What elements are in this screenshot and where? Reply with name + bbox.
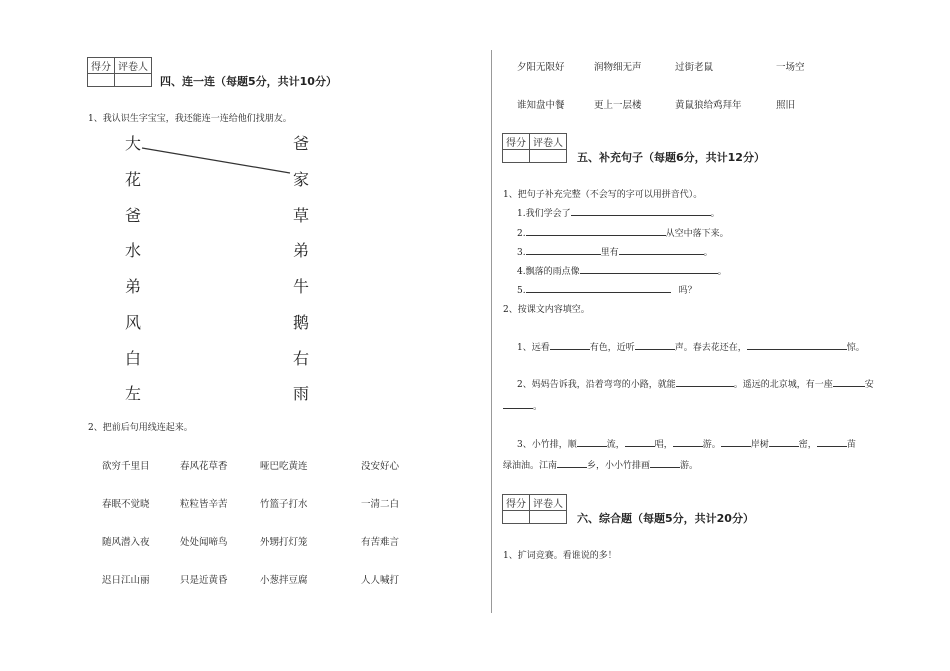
sentence-5 (517, 283, 697, 296)
passage-2-cont (503, 399, 542, 412)
passage-text: 。遥远的北京城，有一座 (733, 380, 833, 390)
passage-text: 唱， (654, 440, 673, 450)
right-char[interactable]: 雨 (293, 384, 310, 403)
right-column (475, 0, 950, 671)
phrase-cell[interactable]: 迟日江山丽 (102, 575, 150, 586)
fill-blank[interactable] (817, 437, 847, 447)
fill-blank[interactable] (557, 458, 587, 468)
phrase-cell[interactable]: 粒粒皆辛苦 (180, 499, 228, 510)
phrase-cell[interactable]: 春风花草香 (180, 461, 228, 472)
left-char[interactable]: 弟 (125, 277, 142, 296)
passage-text: 密， (798, 440, 817, 450)
sentence-text: 里有 (600, 248, 619, 258)
phrase-cell[interactable]: 随风潜入夜 (102, 537, 150, 548)
score-label: 得分 (88, 58, 115, 74)
right-char[interactable]: 牛 (293, 277, 310, 296)
question1-text: 1、我认识生字宝宝，我还能连一连给他们找朋友。 (88, 114, 292, 124)
passage-text: 游。 (702, 440, 721, 450)
passage-1 (517, 340, 865, 353)
fill-blank[interactable] (577, 437, 607, 447)
passage-text: 岸树 (750, 440, 769, 450)
fill-blank[interactable] (650, 458, 680, 468)
fill-blank[interactable] (526, 245, 601, 255)
phrase-cell[interactable]: 过街老鼠 (675, 62, 714, 73)
grader-label: 评卷人 (115, 58, 152, 74)
passage-text: 有色，近听 (589, 343, 635, 353)
phrase-cell[interactable]: 照旧 (776, 100, 796, 111)
phrase-cell[interactable]: 黄鼠狼给鸡拜年 (675, 100, 742, 111)
grader-cell[interactable] (530, 511, 567, 524)
left-char[interactable]: 大 (125, 134, 142, 153)
sentence-text: 吗？ (678, 286, 697, 296)
score-box (502, 494, 567, 524)
fill-blank[interactable] (721, 437, 751, 447)
fill-blank[interactable] (769, 437, 799, 447)
passage-text: 游。 (680, 461, 699, 471)
sentence-text: 。 (703, 248, 713, 258)
fill-blank[interactable] (619, 245, 704, 255)
phrase-cell[interactable]: 有苦难言 (361, 537, 400, 548)
phrase-cell[interactable]: 谁知盘中餐 (517, 100, 565, 111)
section4-title: 四、连一连（每题5分，共计10分） (160, 75, 337, 88)
passage-text: 惊。 (846, 343, 865, 353)
score-cell[interactable] (503, 150, 530, 163)
score-label: 得分 (503, 495, 530, 511)
fill-blank[interactable] (526, 226, 666, 236)
fill-blank[interactable] (833, 377, 865, 387)
question2-text: 2、把前后句用线连起来。 (88, 423, 193, 433)
phrase-cell[interactable]: 哑巴吃黄连 (260, 461, 308, 472)
fill-blank[interactable] (550, 340, 590, 350)
section6-title: 六、综合题（每题5分，共计20分） (577, 512, 754, 525)
right-char[interactable]: 爸 (293, 134, 310, 153)
phrase-cell[interactable]: 润物细无声 (594, 62, 642, 73)
passage-text: 安 (864, 380, 874, 390)
left-char[interactable]: 爸 (125, 206, 142, 225)
passage-text: 2、妈妈告诉我，沿着弯弯的小路，就能 (517, 380, 676, 390)
left-char[interactable]: 左 (125, 384, 142, 403)
s5-question2-text: 2、按课文内容填空。 (503, 305, 590, 315)
fill-blank[interactable] (571, 206, 711, 216)
fill-blank[interactable] (526, 283, 671, 293)
passage-3 (517, 437, 856, 450)
score-cell[interactable] (503, 511, 530, 524)
phrase-cell[interactable]: 一场空 (776, 62, 805, 73)
passage-text: 。 (533, 402, 543, 412)
sentence-3 (517, 245, 713, 258)
phrase-cell[interactable]: 夕阳无限好 (517, 62, 565, 73)
grader-cell[interactable] (530, 150, 567, 163)
fill-blank[interactable] (676, 377, 734, 387)
phrase-cell[interactable]: 只是近黄昏 (180, 575, 228, 586)
fill-blank[interactable] (673, 437, 703, 447)
sentence-text: 3. (517, 248, 526, 258)
left-char[interactable]: 风 (125, 313, 142, 332)
fill-blank[interactable] (580, 264, 718, 274)
fill-blank[interactable] (635, 340, 675, 350)
sentence-text: 1.我们学会了 (517, 209, 571, 219)
sentence-text: 4.飘落的雨点像 (517, 267, 580, 277)
left-char[interactable]: 水 (125, 241, 142, 260)
passage-text: 声。春去花还在， (674, 343, 747, 353)
sentence-text: 。 (717, 267, 727, 277)
sentence-1 (517, 206, 720, 219)
right-char[interactable]: 鹅 (293, 313, 310, 332)
passage-text: 流， (606, 440, 625, 450)
passage-text: 1、远看 (517, 343, 550, 353)
phrase-cell[interactable]: 外甥打灯笼 (260, 537, 308, 548)
passage-text: 乡，小小竹排画 (587, 461, 651, 471)
right-char[interactable]: 弟 (293, 241, 310, 260)
s6-question1-text: 1、扩词竞赛。看谁说的多！ (503, 551, 617, 561)
phrase-cell[interactable]: 竹篮子打水 (260, 499, 308, 510)
phrase-cell[interactable]: 更上一层楼 (594, 100, 642, 111)
phrase-cell[interactable]: 没安好心 (361, 461, 400, 472)
right-char[interactable]: 家 (293, 170, 310, 189)
fill-blank[interactable] (747, 340, 847, 350)
right-char[interactable]: 右 (293, 349, 310, 368)
sentence-4 (517, 264, 727, 277)
phrase-cell[interactable]: 人人喊打 (361, 575, 400, 586)
passage-text: 绿油油。江南 (503, 461, 558, 471)
sentence-2 (517, 226, 729, 239)
passage-3-cont (503, 458, 698, 471)
grader-label: 评卷人 (530, 495, 567, 511)
right-char[interactable]: 草 (293, 206, 310, 225)
phrase-cell[interactable]: 春眠不觉晓 (102, 499, 150, 510)
score-box (502, 133, 567, 163)
left-char[interactable]: 白 (125, 349, 142, 368)
sentence-text: 5. (517, 286, 526, 296)
sentence-text: 。 (710, 209, 720, 219)
sentence-text: 从空中落下来。 (665, 229, 729, 239)
phrase-cell[interactable]: 处处闻啼鸟 (180, 537, 228, 548)
phrase-cell[interactable]: 小葱拌豆腐 (260, 575, 308, 586)
phrase-cell[interactable]: 一清二白 (361, 499, 400, 510)
fill-blank[interactable] (625, 437, 655, 447)
passage-text: 3、小竹排，顺 (517, 440, 577, 450)
fill-blank[interactable] (503, 399, 533, 409)
section5-title: 五、补充句子（每题6分，共计12分） (577, 151, 765, 164)
s5-question1-text: 1、把句子补充完整（不会写的字可以用拼音代）。 (503, 190, 703, 200)
left-char[interactable]: 花 (125, 170, 142, 189)
grader-label: 评卷人 (530, 134, 567, 150)
score-label: 得分 (503, 134, 530, 150)
passage-2 (517, 377, 874, 390)
sentence-text: 2. (517, 229, 526, 239)
phrase-cell[interactable]: 欲穷千里目 (102, 461, 150, 472)
passage-text: 苗 (846, 440, 856, 450)
